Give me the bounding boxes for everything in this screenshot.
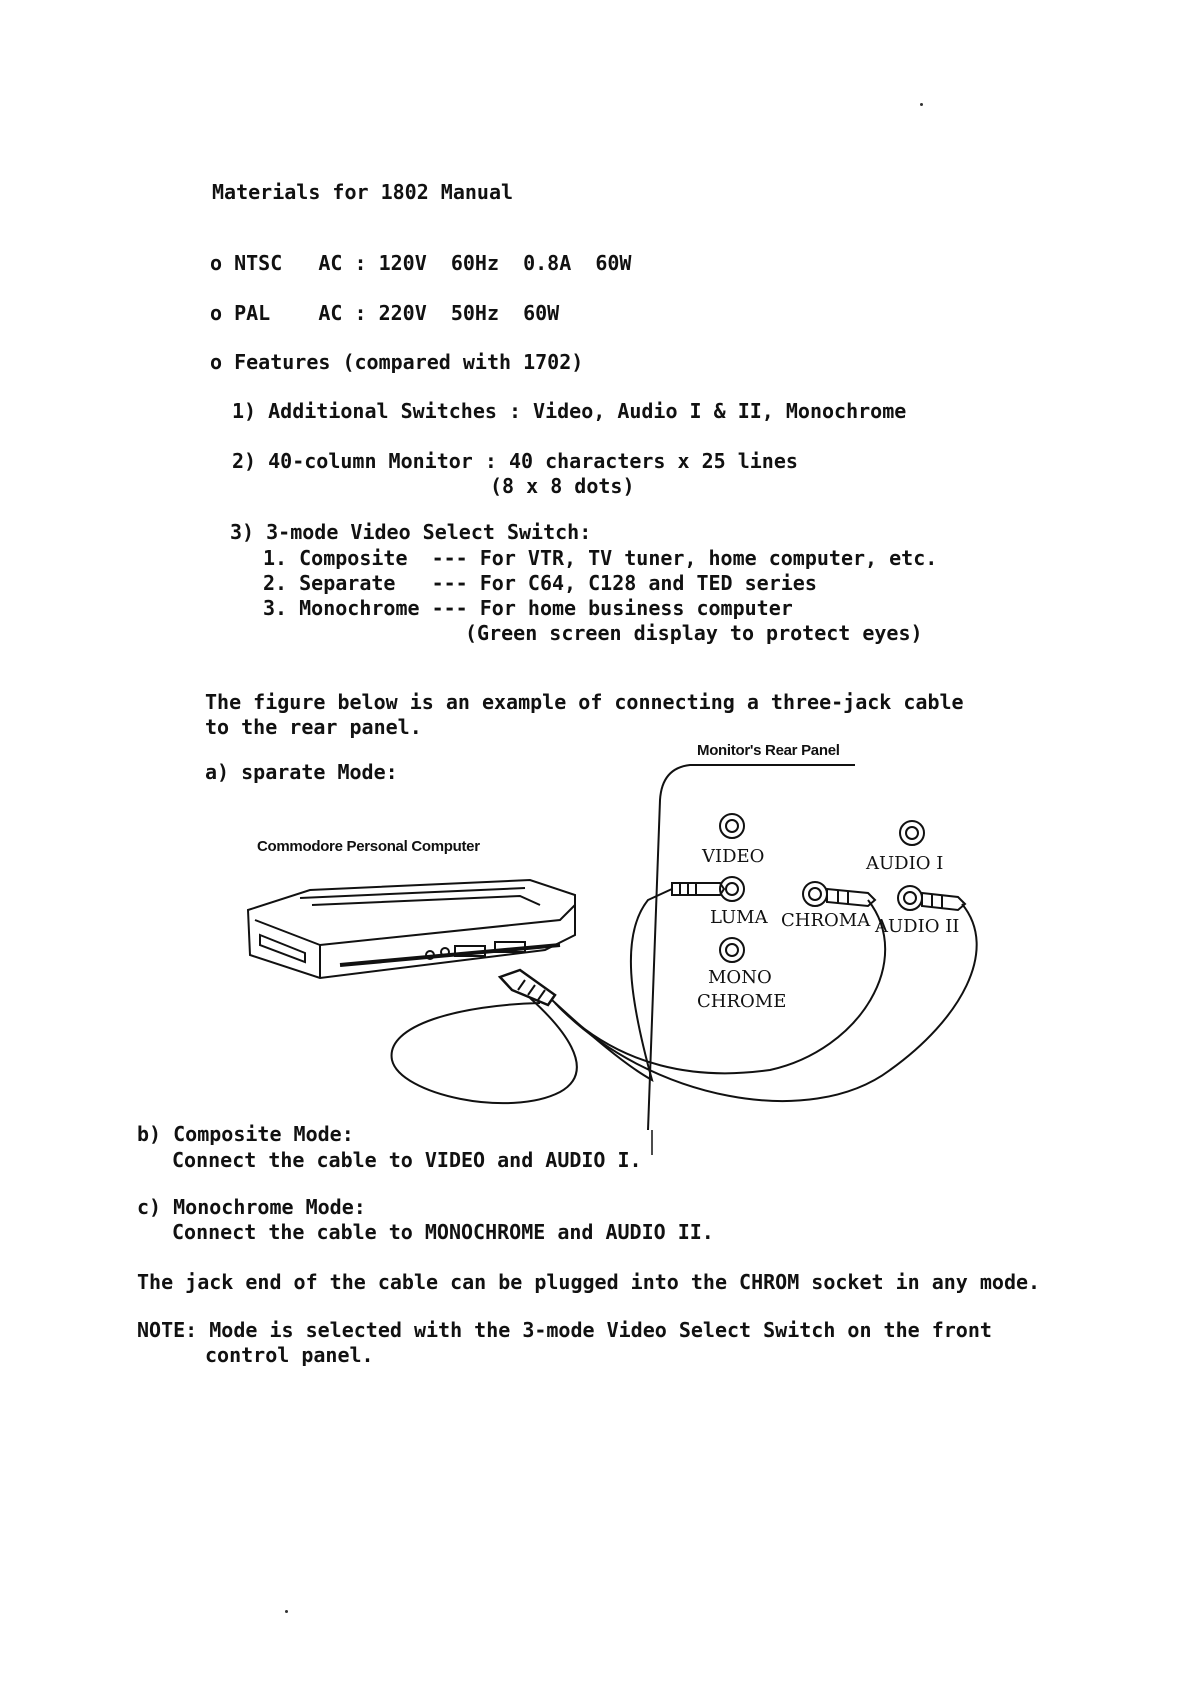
jack-label-audio1: AUDIO I [866, 853, 944, 874]
monochrome-jack-icon [720, 938, 744, 962]
rear-panel-label: Monitor's Rear Panel [697, 742, 840, 759]
mode-b-heading: b) Composite Mode: [137, 1122, 354, 1146]
commodore-computer-icon [248, 880, 575, 978]
jack-label-audio2: AUDIO II [875, 916, 960, 937]
din-plug-icon [500, 970, 555, 1005]
mode-c-heading: c) Monochrome Mode: [137, 1195, 366, 1219]
feature-40-column-monitor: 2) 40-column Monitor : 40 characters x 25 lines [232, 449, 798, 473]
jack-label-video: VIDEO [702, 846, 765, 867]
chroma-plug-icon [827, 889, 875, 906]
computer-label: Commodore Personal Computer [257, 838, 480, 855]
scan-speck [285, 1610, 288, 1613]
note-line1: NOTE: Mode is selected with the 3-mode Video Select Switch on the front [137, 1318, 992, 1342]
feature-video-select-heading: 3) 3-mode Video Select Switch: [230, 520, 592, 544]
video-select-monochrome-note: (Green screen display to protect eyes) [465, 621, 923, 645]
video-select-option-monochrome: 3. Monochrome --- For home business computer [263, 596, 793, 620]
cable-to-chroma [555, 900, 885, 1073]
cable-loop [392, 998, 577, 1103]
rear-panel-outline [648, 765, 855, 1130]
features-heading: o Features (compared with 1702) [210, 350, 584, 374]
mode-a-heading: a) sparate Mode: [205, 760, 398, 784]
chroma-jack-icon [803, 882, 827, 906]
jack-label-chrome: CHROME [697, 991, 787, 1012]
mode-c-text: Connect the cable to MONOCHROME and AUDIO II. [172, 1220, 714, 1244]
video-jack-icon [720, 814, 744, 838]
document-title: Materials for 1802 Manual [212, 180, 514, 204]
video-select-option-composite: 1. Composite --- For VTR, TV tuner, home computer, etc. [263, 546, 938, 570]
feature-40-column-dots: (8 x 8 dots) [490, 474, 635, 498]
audio2-jack-icon [898, 886, 922, 910]
audio1-jack-icon [900, 821, 924, 845]
figure-intro-line2: to the rear panel. [205, 715, 422, 739]
cable-to-audio2 [558, 904, 977, 1101]
figure-intro-line1: The figure below is an example of connecting a three-jack cable [205, 690, 964, 714]
feature-additional-switches: 1) Additional Switches : Video, Audio I & II, Monochrome [232, 399, 907, 423]
note-line2: control panel. [205, 1343, 374, 1367]
audio2-plug-icon [922, 893, 965, 910]
jack-note: The jack end of the cable can be plugged into the CHROM socket in any mode. [137, 1270, 1041, 1294]
jack-label-mono: MONO [708, 967, 772, 988]
jack-label-chroma: CHROMA [781, 910, 871, 931]
power-spec-ntsc: o NTSC AC : 120V 60Hz 0.8A 60W [210, 251, 632, 275]
power-spec-pal: o PAL AC : 220V 50Hz 60W [210, 301, 560, 325]
scan-speck [920, 103, 923, 106]
video-select-option-separate: 2. Separate --- For C64, C128 and TED series [263, 571, 817, 595]
jack-label-luma: LUMA [710, 907, 768, 928]
mode-b-text: Connect the cable to VIDEO and AUDIO I. [172, 1148, 642, 1172]
